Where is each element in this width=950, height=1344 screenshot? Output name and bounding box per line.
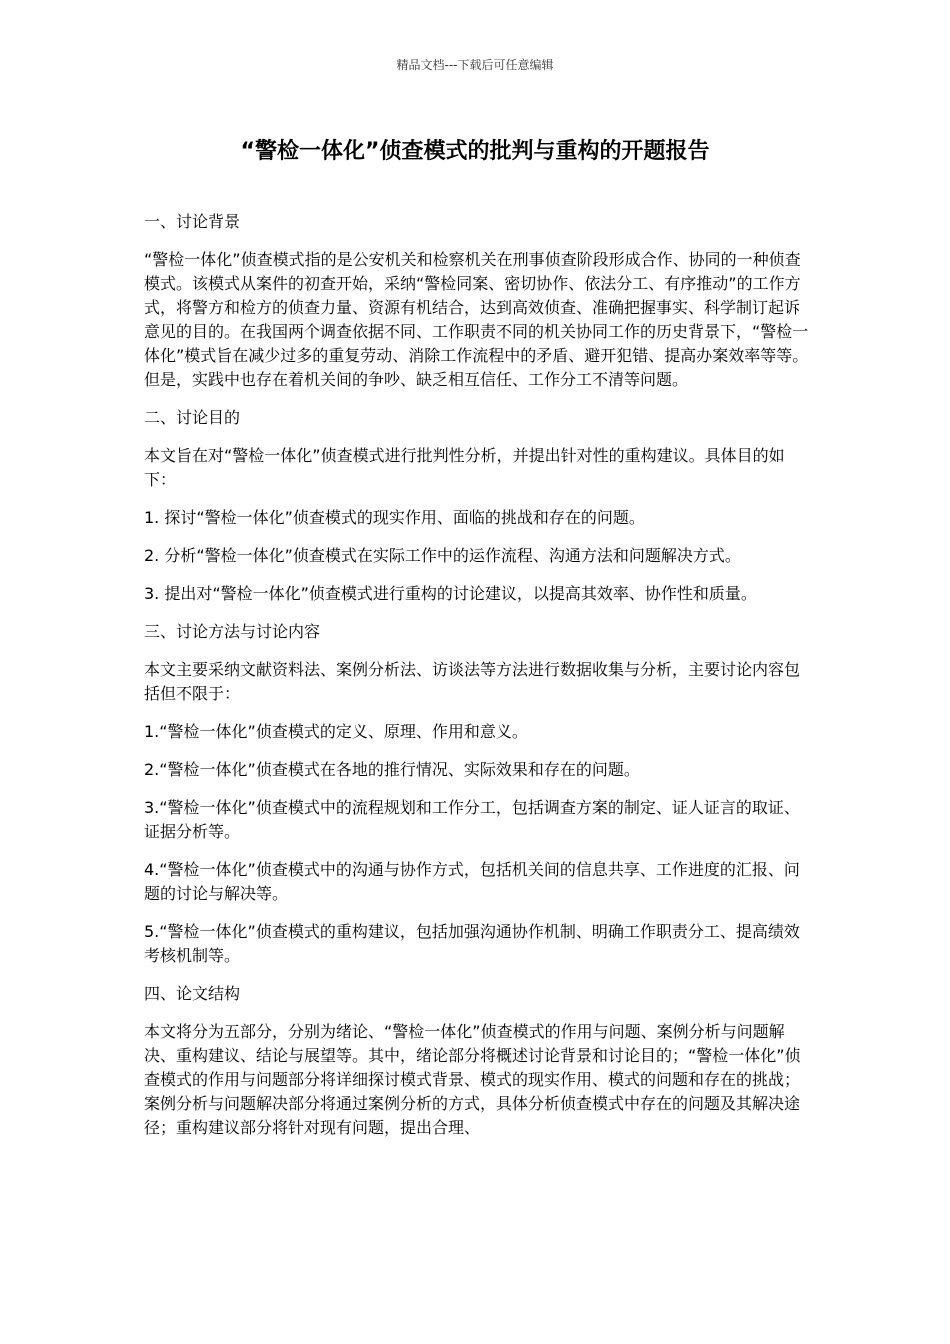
- document-body: [144, 210, 812, 1154]
- section-heading-methods: 三、讨论方法与讨论内容: [144, 622, 321, 641]
- paragraph: 本文将分为五部分，分别为绪论、“警检一体化”侦查模式的作用与问题、案例分析与问题解决、重构建议、结论与展望等。其中，绪论部分将概述讨论背景和讨论目的；“警检一体化”侦查模式的作用与问题部分将详细探讨模式背景、模式的现实作用、模式的问题和存在的挑战；案例分析与问题解决部分将通过案例分析的方式，具体分析侦查模式中存在的问题及其解决途径；重构建议部分将针对现有问题，提出合理、: [144, 1022, 801, 1137]
- list-item: 1. 探讨“警检一体化”侦查模式的现实作用、面临的挑战和存在的问题。: [144, 508, 645, 527]
- paragraph: “警检一体化”侦查模式指的是公安机关和检察机关在刑事侦查阶段形成合作、协同的一种侦查模式。该模式从案件的初查开始，采纳“警检同案、密切协作、依法分工、有序推动”的工作方式，将警方和检方的侦查力量、资源有机结合，达到高效侦查、准确把握事实、科学制订起诉意见的目的。在我国两个调查依据不同、工作职责不同的机关协同工作的历史背景下，“警检一体化”模式旨在减少过多的重复劳动、消除工作流程中的矛盾、避开犯错、提高办案效率等等。但是，实践中也存在着机关间的争吵、缺乏相互信任、工作分工不清等问题。: [144, 250, 809, 389]
- list-item: 3.“警检一体化”侦查模式中的流程规划和工作分工，包括调查方案的制定、证人证言的取证、证据分析等。: [144, 798, 800, 841]
- section-heading-structure: 四、论文结构: [144, 984, 241, 1003]
- document-title: “警检一体化”侦查模式的批判与重构的开题报告: [240, 139, 710, 164]
- list-item: 2.“警检一体化”侦查模式在各地的推行情况、实际效果和存在的问题。: [144, 760, 640, 779]
- page-header: 精品文档---下载后可任意编辑: [396, 58, 554, 72]
- list-item: 3. 提出对“警检一体化”侦查模式进行重构的讨论建议，以提高其效率、协作性和质量。: [144, 584, 757, 603]
- list-item: 5.“警检一体化”侦查模式的重构建议，包括加强沟通协作机制、明确工作职责分工、提高绩效考核机制等。: [144, 922, 800, 965]
- list-item: 2. 分析“警检一体化”侦查模式在实际工作中的运作流程、沟通方法和问题解决方式。: [144, 546, 741, 565]
- section-heading-background: 一、讨论背景: [144, 212, 241, 231]
- paragraph: 本文旨在对“警检一体化”侦查模式进行批判性分析，并提出针对性的重构建议。具体目的如下：: [144, 446, 785, 489]
- paragraph: 本文主要采纳文献资料法、案例分析法、访谈法等方法进行数据收集与分析，主要讨论内容包括但不限于：: [144, 660, 801, 703]
- list-item: 1.“警检一体化”侦查模式的定义、原理、作用和意义。: [144, 722, 528, 741]
- section-heading-purpose: 二、讨论目的: [144, 408, 241, 427]
- list-item: 4.“警检一体化”侦查模式中的沟通与协作方式，包括机关间的信息共享、工作进度的汇报、问题的讨论与解决等。: [144, 860, 800, 903]
